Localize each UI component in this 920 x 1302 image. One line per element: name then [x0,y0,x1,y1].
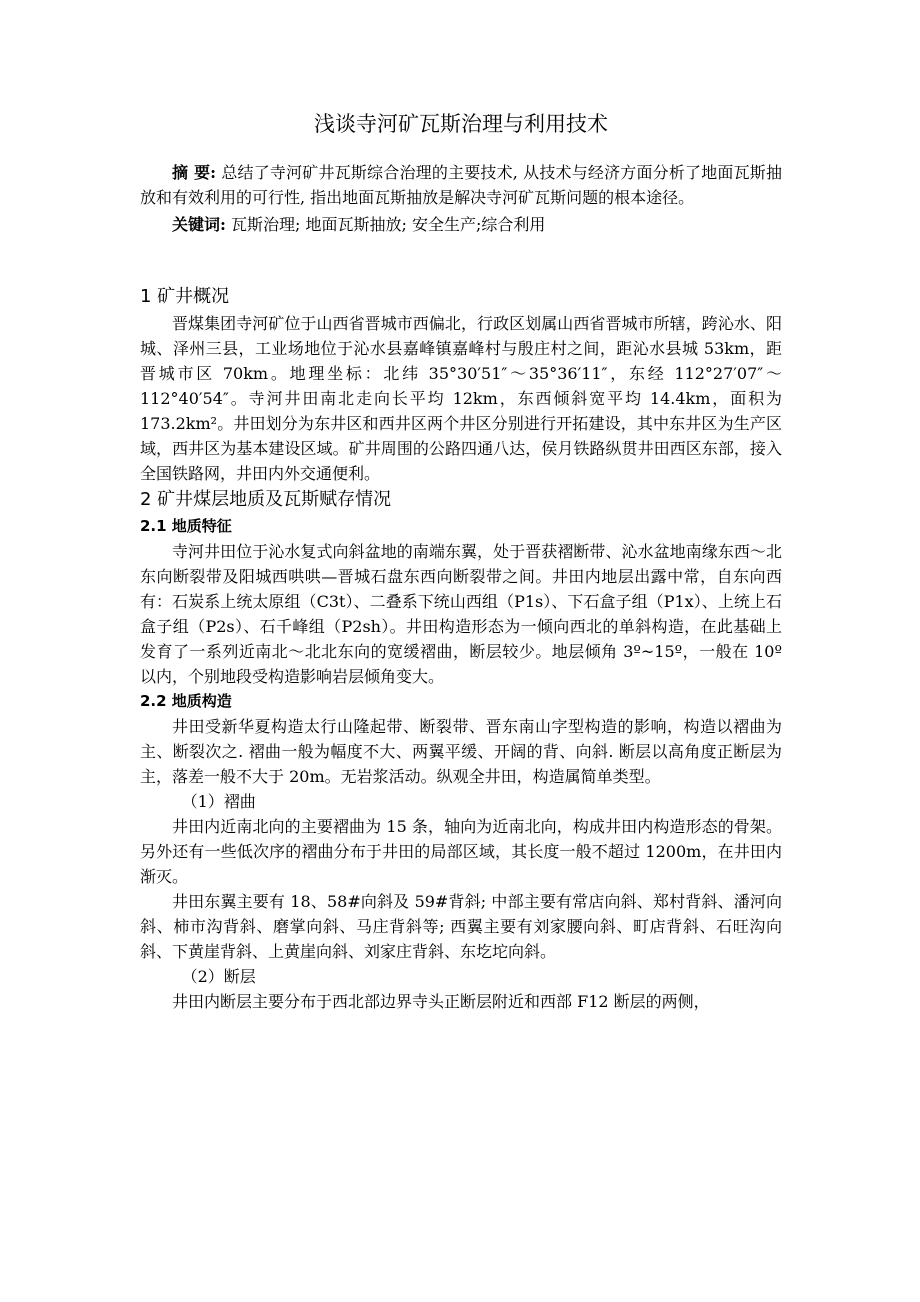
abstract [140,160,782,210]
keywords [140,212,782,237]
section-1-paragraph: 晋煤集团寺河矿位于山西省晋城市西偏北，行政区划属山西省晋城市所辖，跨沁水、阳城、泽州三县，工业场地位于沁水县嘉峰镇嘉峰村与殷庄村之间，距沁水县城 53km，距晋城市区 70km。地理坐标：北纬 35°30′51″～35°36′11″，东经 112°27′07″～112°40′54″。寺河井田南北走向长平均 12km，东西倾斜宽平均 14.4km，面积为 173.2km²。井田划分为东井区和西井区两个井区分别进行开拓建设，其中东井区为生产区域，西井区为基本建设区域。矿井周围的公路四通八达，侯月铁路纵贯井田西区东部，接入全国铁路网，井田内外交通便利。 [140,314,782,483]
subsection-2-1-heading: 2.1 地质特征 [140,517,232,535]
abstract-label: 摘 要: [172,163,217,182]
keywords-label: 关键词: [172,215,226,234]
subsection-2-2-paragraph: 井田受新华夏构造太行山隆起带、断裂带、晋东南山字型构造的影响，构造以褶曲为主、断裂次之. 褶曲一般为幅度不大、两翼平缓、开阔的背、向斜. 断层以高角度正断层为主，落差一般不大于 20m。无岩浆活动。纵观全井田，构造属简单类型。 [140,717,782,786]
item-folds-label: （1）褶曲 [181,792,256,811]
section-2-heading: 2 矿井煤层地质及瓦斯赋存情况 [140,489,392,510]
faults-paragraph: 井田内断层主要分布于西北部边界寺头正断层附近和西部 F12 断层的两侧， [172,992,710,1011]
item-faults-label: （2）断层 [181,967,256,986]
section-1-heading: 1 矿井概况 [140,286,230,307]
subsection-2-1-paragraph: 寺河井田位于沁水复式向斜盆地的南端东翼，处于晋获褶断带、沁水盆地南缘东西～北东向断裂带及阳城西哄哄—晋城石盘东西向断裂带之间。井田内地层出露中常，自东向西有：石炭系上统太原组（C3t）、二叠系下统山西组（P1s）、下石盒子组（P1x）、上统上石盒子组（P2s）、石千峰组（P2sh）。井田构造形态为一倾向西北的单斜构造，在此基础上发育了一系列近南北～北北东向的宽缓褶曲，断层较少。地层倾角 3º~15º，一般在 10º 以内，个别地段受构造影响岩层倾角变大。 [140,542,782,686]
keywords-text: 瓦斯治理; 地面瓦斯抽放; 安全生产;综合利用 [225,215,546,234]
folds-paragraph-2: 井田东翼主要有 18、58#向斜及 59#背斜; 中部主要有常店向斜、郑村背斜、潘河向斜、柿市沟背斜、磨掌向斜、马庄背斜等; 西翼主要有刘家腰向斜、町店背斜、石旺沟向斜、下黄崖背斜、上黄崖向斜、刘家庄背斜、东圪坨向斜。 [140,892,782,961]
paper-title: 浅谈寺河矿瓦斯治理与利用技术 [314,112,608,136]
folds-paragraph-1: 井田内近南北向的主要褶曲为 15 条，轴向为近南北向，构成井田内构造形态的骨架。另外还有一些低次序的褶曲分布于井田的局部区域，其长度一般不超过 1200m，在井田内渐灭。 [140,817,782,886]
subsection-2-2-heading: 2.2 地质构造 [140,692,232,710]
abstract-text: 总结了寺河矿井瓦斯综合治理的主要技术, 从技术与经济方面分析了地面瓦斯抽放和有效利用的可行性, 指出地面瓦斯抽放是解决寺河矿瓦斯问题的根本途径。 [140,163,782,207]
